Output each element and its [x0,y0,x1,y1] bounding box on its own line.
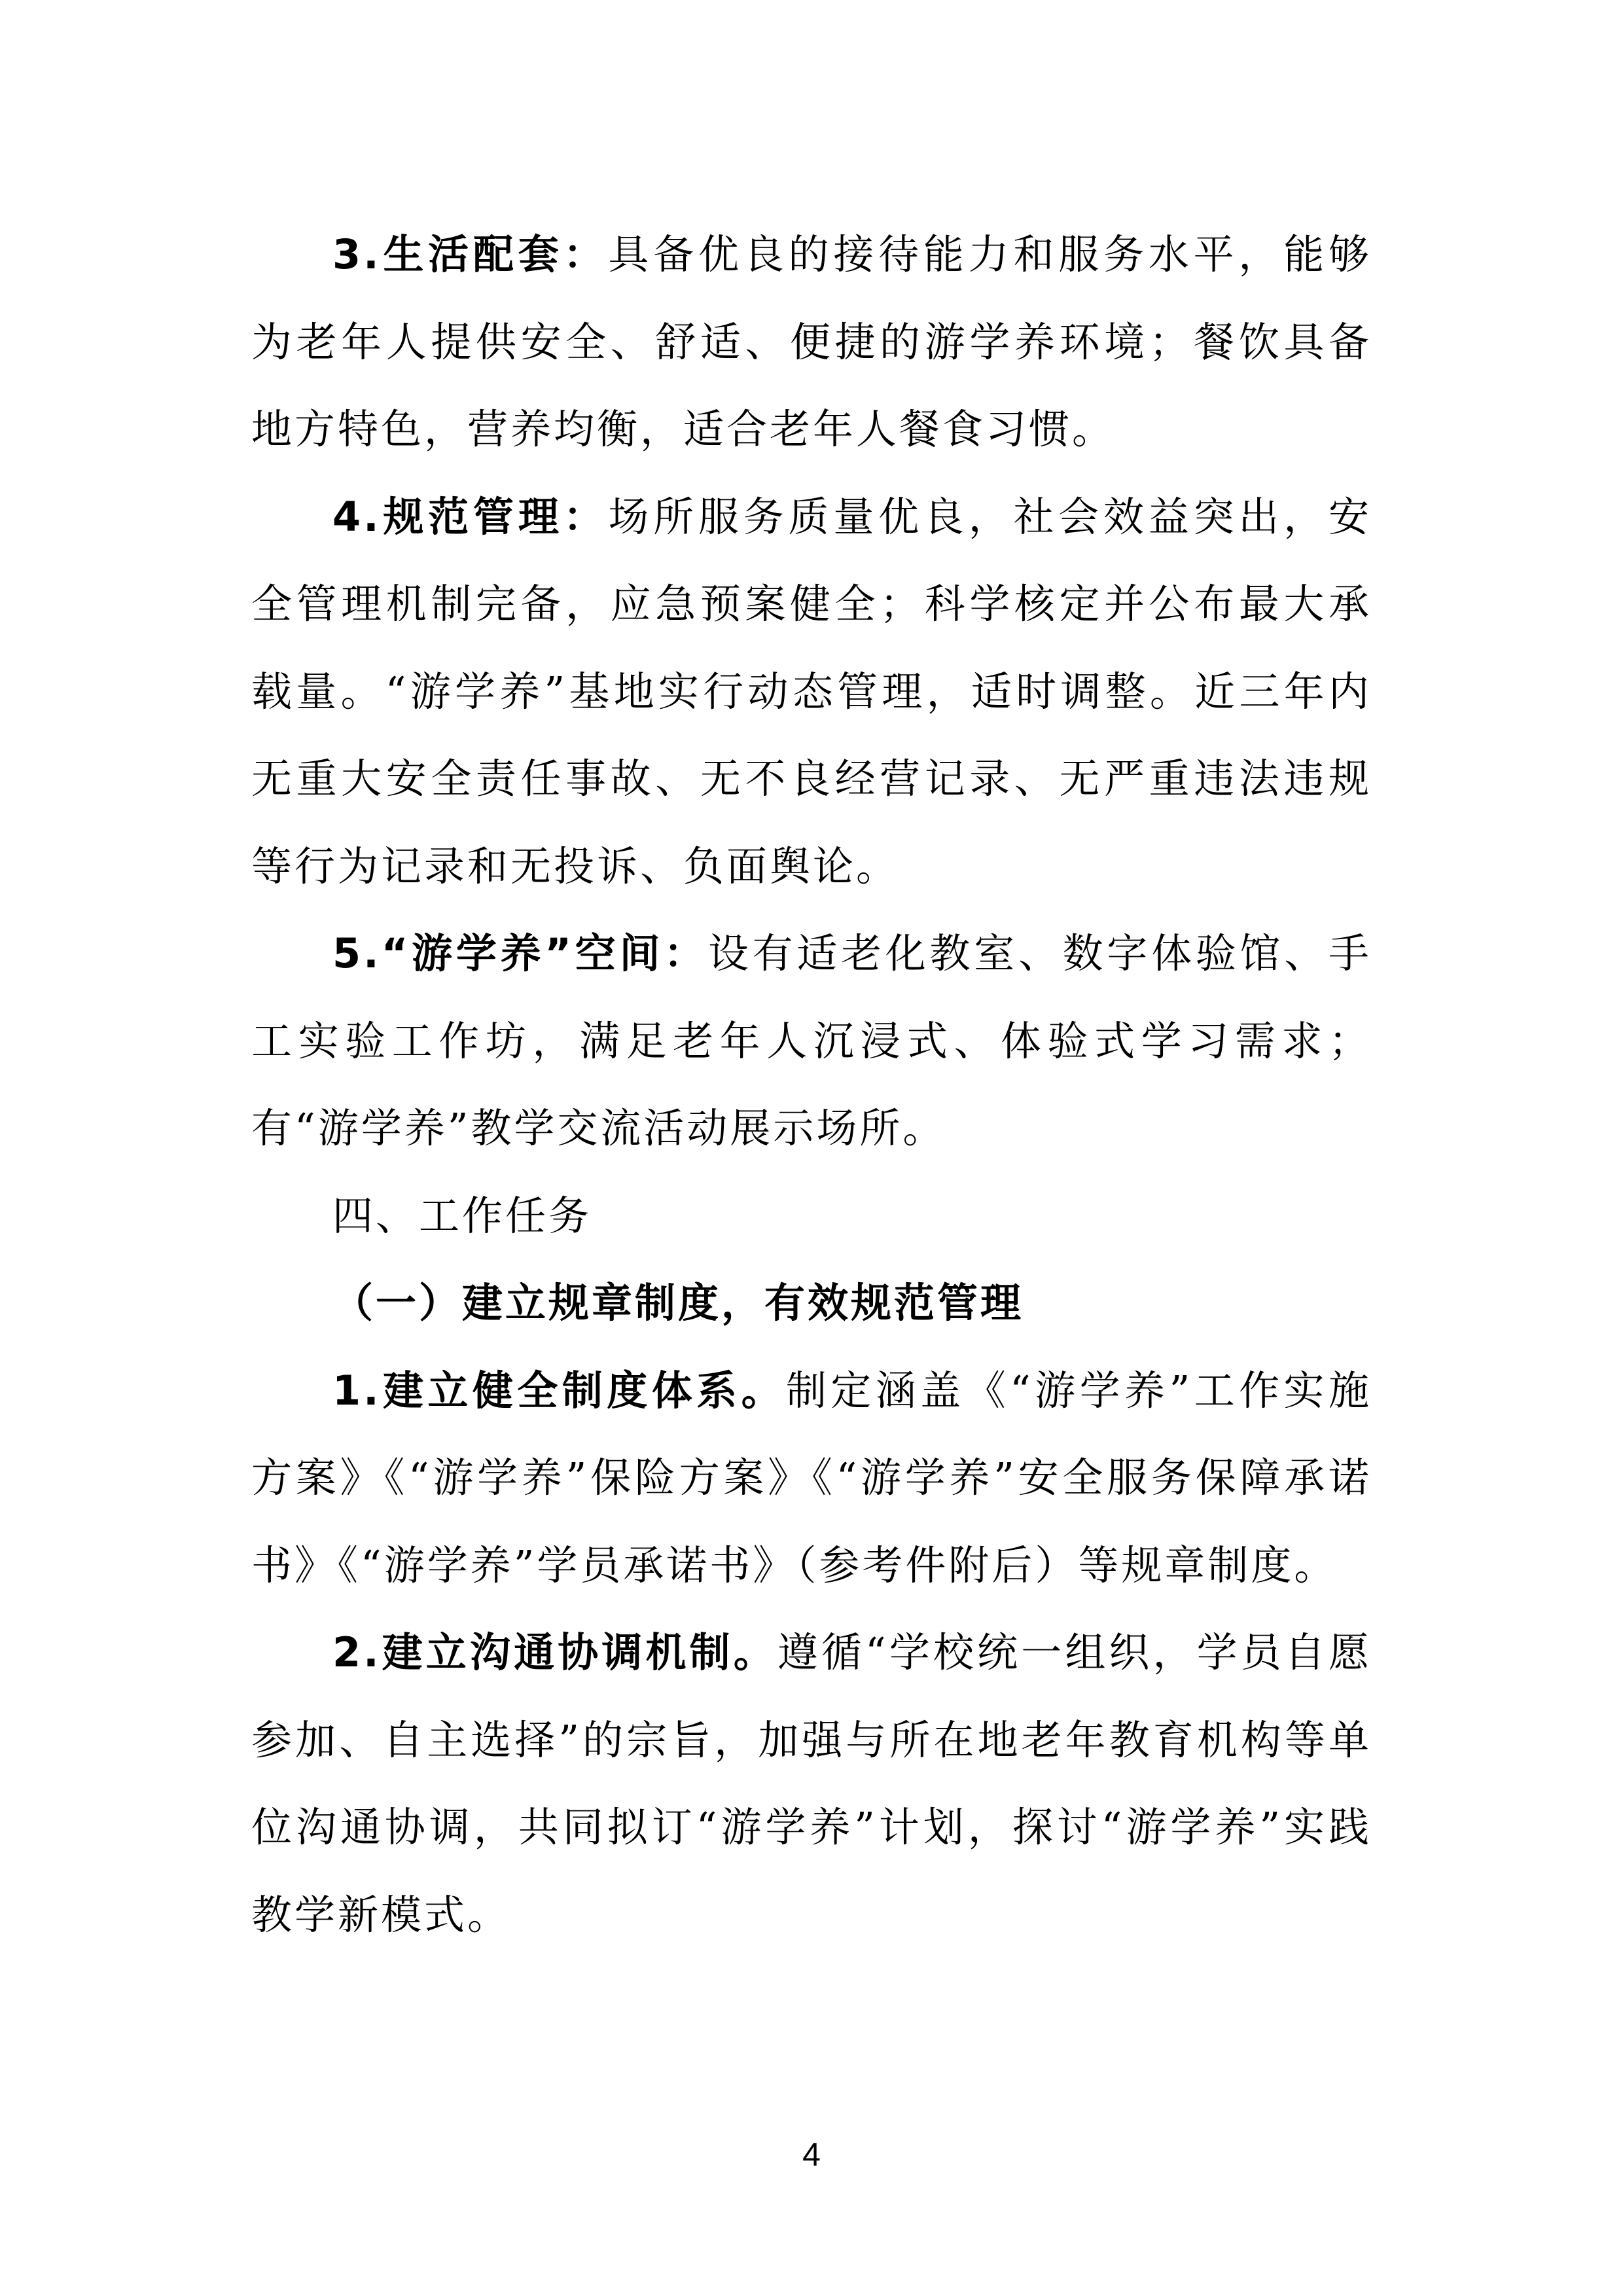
paragraph-living-facilities [251,211,1372,473]
paragraph-lead: 2.建立沟通协调机制。 [332,1628,777,1676]
paragraph-lead: 5.“游学养”空间： [332,929,708,977]
paragraph-institution-system [251,1347,1372,1609]
subsection-heading: （一）建立规章制度，有效规范管理 [332,1279,1024,1327]
paragraph-lead: 3.生活配套： [332,230,609,278]
page-number: 4 [802,2136,821,2173]
document-body [251,211,1372,1958]
paragraph-text: 设有适老化教室、数字体验馆、手工实验工作坊，满足老年人沉浸式、体验式学习需求；有“游学养”教学交流活动展示场所。 [251,929,1372,1152]
paragraph-standard-management [251,473,1372,910]
paragraph-text: 制定涵盖《“游学养”工作实施方案》《“游学养”保险方案》《“游学养”安全服务保障承诺书》《“游学养”学员承诺书》（参考件附后）等规章制度。 [251,1366,1372,1589]
paragraph-coordination-mechanism [251,1609,1372,1958]
paragraph-text: 场所服务质量优良，社会效益突出，安全管理机制完备，应急预案健全；科学核定并公布最大承载量。“游学养”基地实行动态管理，适时调整。近三年内无重大安全责任事故、无不良经营记录、无严重违法违规等行为记录和无投诉、负面舆论。 [251,492,1372,890]
paragraph-lead: 4.规范管理： [332,492,609,541]
paragraph-study-space [251,910,1372,1172]
paragraph-text: 具备优良的接待能力和服务水平，能够为老年人提供安全、舒适、便捷的游学养环境；餐饮具备地方特色，营养均衡，适合老年人餐食习惯。 [251,230,1372,453]
paragraph-lead: 1.建立健全制度体系。 [332,1366,786,1414]
section-heading: 四、工作任务 [332,1191,592,1240]
paragraph-text: 遵循“学校统一组织，学员自愿参加、自主选择”的宗旨，加强与所在地老年教育机构等单位沟通协调，共同拟订“游学养”计划，探讨“游学养”实践教学新模式。 [251,1628,1372,1939]
